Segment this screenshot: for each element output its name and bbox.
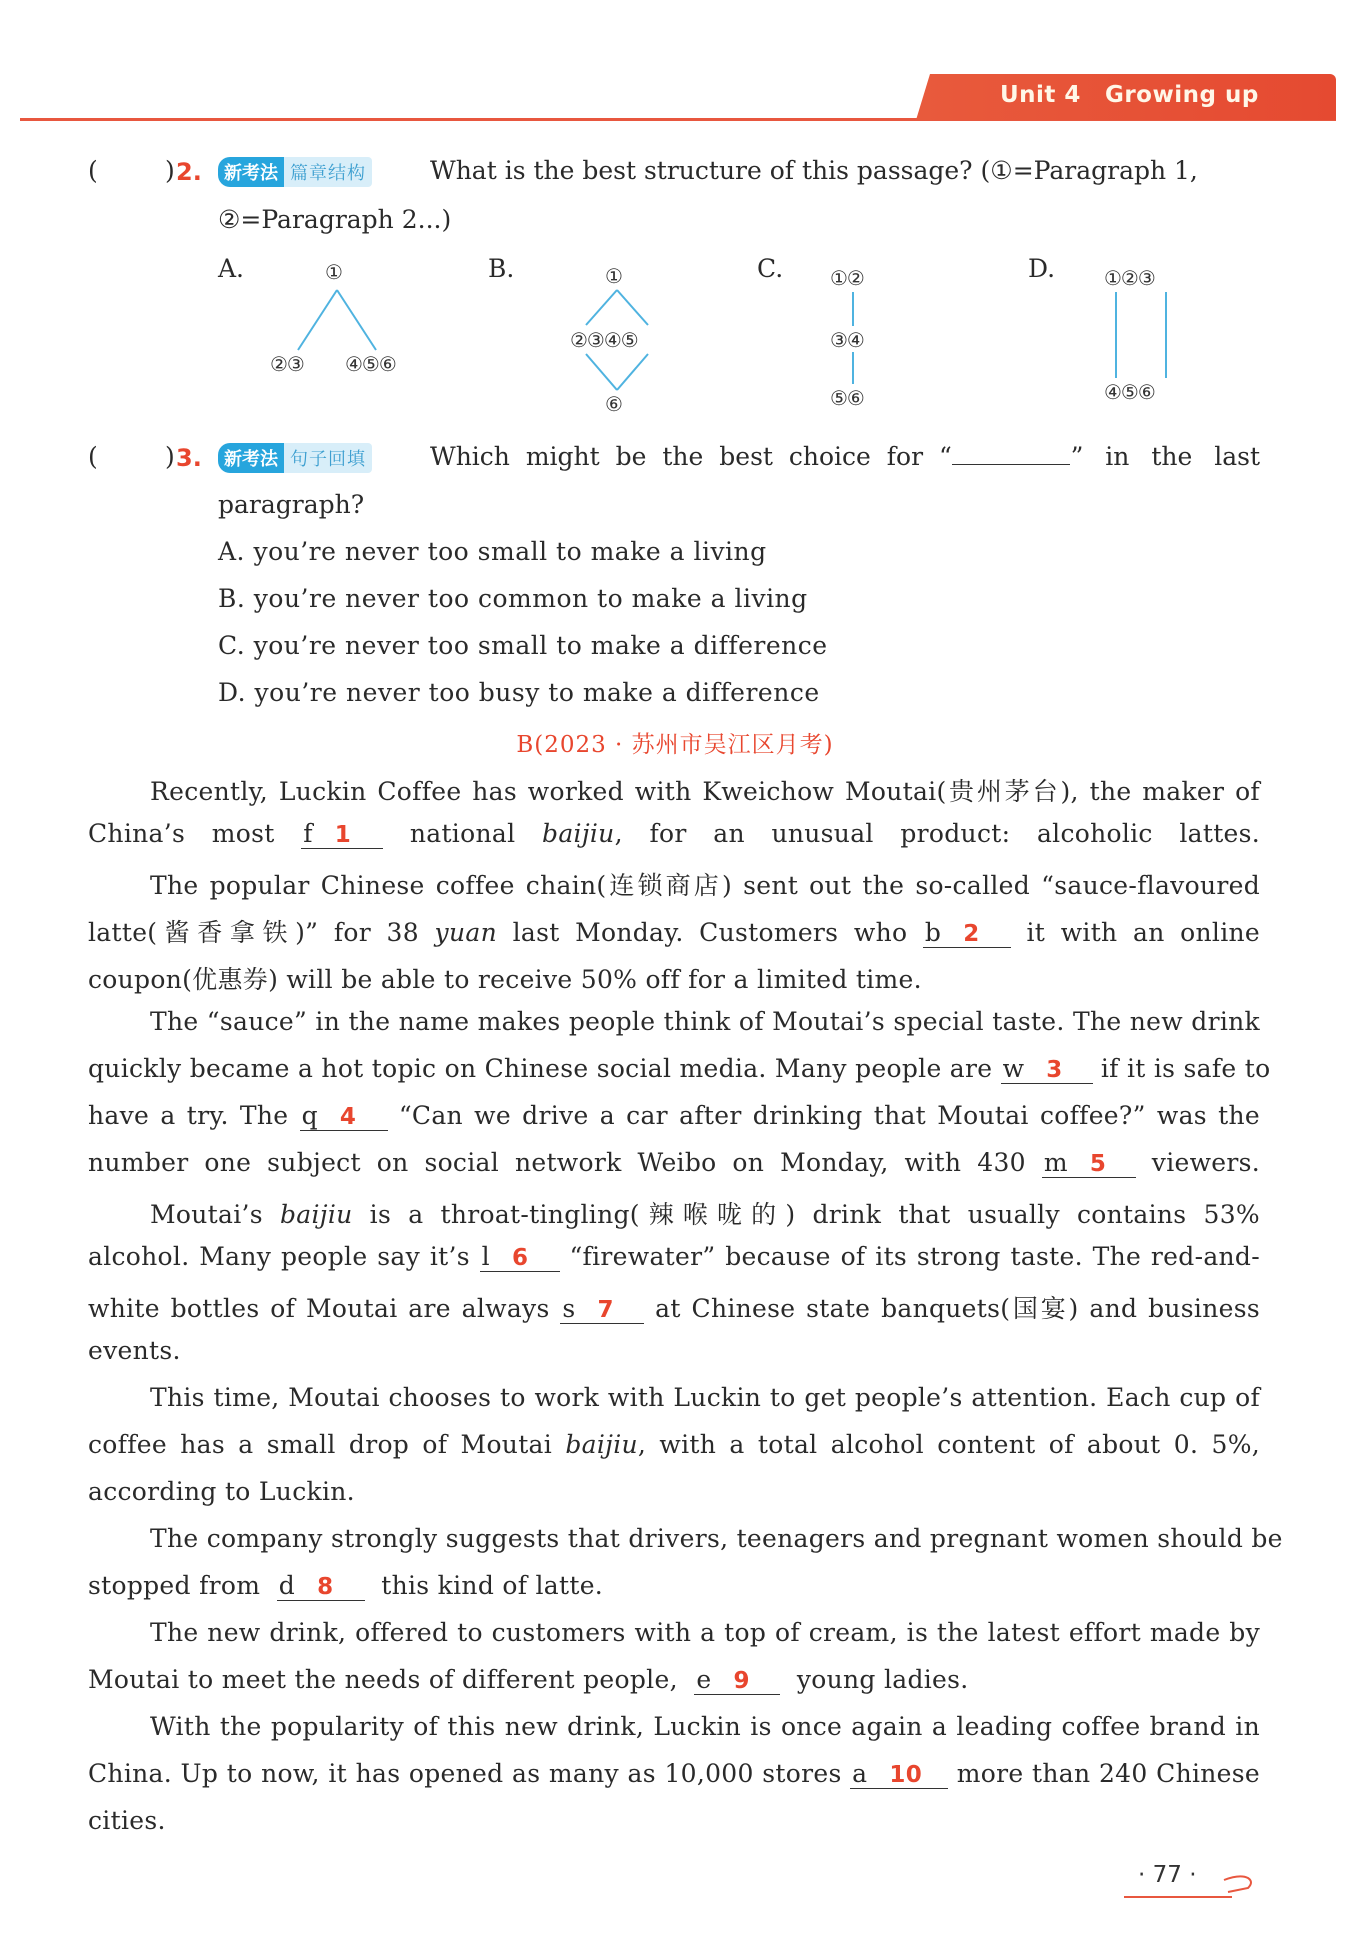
passage-line: latte(酱香拿铁)” for 38 yuan last Monday. Customers who b 2 it with an online <box>88 918 1261 947</box>
passage-line: The popular Chinese coffee chain(连锁商店) sent out the so-called “sauce-flavoured <box>150 871 1260 900</box>
option-d-letter: D. <box>1028 254 1056 283</box>
question-text: paragraph? <box>218 490 365 519</box>
blank-5[interactable]: m 5 <box>1042 1148 1136 1178</box>
diagram-c-node: ①② <box>830 266 864 290</box>
passage-line: The “sauce” in the name makes people think of Moutai’s special taste. The new drink <box>150 1007 1260 1036</box>
option-d: D. you’re never too busy to make a difference <box>218 678 820 707</box>
answer-blank <box>952 442 1070 465</box>
passage-line: China. Up to now, it has opened as many as 10,000 stores a 10 more than 240 Chinese <box>88 1759 1260 1788</box>
option-a: A. you’re never too small to make a living <box>218 537 767 566</box>
question-number: 2. <box>176 158 202 186</box>
blank-7[interactable]: s 7 <box>560 1294 644 1324</box>
option-c: C. you’re never too small to make a difference <box>218 631 828 660</box>
answer-paren-open: ( <box>88 442 98 471</box>
passage-line: coupon(优惠券) will be able to receive 50% off for a limited time. <box>88 965 922 994</box>
diagram-b-line <box>586 290 617 325</box>
passage-line: events. <box>88 1336 181 1365</box>
blank-10[interactable]: a 10 <box>850 1759 948 1789</box>
blank-6[interactable]: l 6 <box>480 1242 560 1272</box>
passage-line: white bottles of Moutai are always s 7 at Chinese state banquets(国宴) and business <box>88 1294 1260 1323</box>
blank-2[interactable]: b 2 <box>923 918 1011 948</box>
passage-line: alcohol. Many people say it’s l 6 “firewater” because of its strong taste. The red-and- <box>88 1242 1260 1271</box>
footer-rule <box>1124 1896 1232 1898</box>
diagram-a-line <box>337 290 376 350</box>
passage-line: have a try. The q 4 “Can we drive a car after drinking that Moutai coffee?” was the <box>88 1101 1260 1130</box>
question-number: 3. <box>176 444 202 472</box>
passage-line: according to Luckin. <box>88 1477 355 1506</box>
question-badge <box>218 443 372 473</box>
passage-line: This time, Moutai chooses to work with Luckin to get people’s attention. Each cup of <box>150 1383 1260 1412</box>
page-number: · 77 · <box>1138 1862 1197 1888</box>
answer-paren-open: ( <box>88 156 98 185</box>
section-title: B(2023 · 苏州市吴江区月考) <box>516 732 834 758</box>
badge-label: 新考法 <box>218 443 284 473</box>
blank-1[interactable]: f 1 <box>301 819 383 849</box>
option-c-letter: C. <box>757 254 784 283</box>
blank-9[interactable]: e 9 <box>694 1665 780 1695</box>
passage-line: quickly became a hot topic on Chinese social media. Many people are w 3 if it is safe to <box>88 1054 1271 1083</box>
blank-3[interactable]: w 3 <box>1001 1054 1093 1084</box>
option-b-letter: B. <box>488 254 515 283</box>
question-text <box>430 442 1260 471</box>
diagram-c-node: ⑤⑥ <box>830 386 864 410</box>
option-a-letter: A. <box>218 254 245 283</box>
option-b: B. you’re never too common to make a living <box>218 584 808 613</box>
question-text: ②=Paragraph 2...) <box>218 205 452 234</box>
diagram-a-node: ④⑤⑥ <box>345 352 396 376</box>
blank-4[interactable]: q 4 <box>300 1101 388 1131</box>
passage-line: Moutai to meet the needs of different people, e 9 young ladies. <box>88 1665 969 1694</box>
diagram-d-node: ④⑤⑥ <box>1104 380 1155 404</box>
diagram-a-line <box>298 290 337 350</box>
passage-line: With the popularity of this new drink, Luckin is once again a leading coffee brand in <box>150 1712 1260 1741</box>
blank-8[interactable]: d 8 <box>277 1571 365 1601</box>
answer-paren-close: ) <box>165 156 175 185</box>
unit-label: Unit 4 <box>1000 82 1081 108</box>
answer-paren-close: ) <box>165 442 175 471</box>
question-text-part: Which might be the best choice for “ <box>430 442 952 471</box>
diagram-a-node: ① <box>325 260 342 284</box>
passage-line: China’s most f 1 national baijiu, for an unusual product: alcoholic lattes. <box>88 819 1261 848</box>
diagram-b-node: ⑥ <box>605 392 622 416</box>
passage-line: Moutai’s baijiu is a throat-tingling(辣喉咙的) drink that usually contains 53% <box>150 1200 1260 1229</box>
passage-line: cities. <box>88 1806 166 1835</box>
passage-line: Recently, Luckin Coffee has worked with Kweichow Moutai(贵州茅台), the maker of <box>150 777 1260 806</box>
passage-line: The company strongly suggests that drivers, teenagers and pregnant women should be <box>150 1524 1283 1553</box>
unit-title: Growing up <box>1104 82 1259 108</box>
diagram-a-node: ②③ <box>270 352 304 376</box>
question-text: What is the best structure of this passage? (①=Paragraph 1, <box>430 156 1198 185</box>
diagram-b-node: ① <box>605 264 622 288</box>
passage-line: stopped from d 8 this kind of latte. <box>88 1571 604 1600</box>
structure-diagrams <box>0 0 1350 430</box>
diagram-b-line <box>586 354 617 390</box>
page-arrow-icon <box>1222 1866 1256 1898</box>
diagram-b-line <box>617 290 648 325</box>
diagram-b-line <box>617 354 648 390</box>
diagram-c-node: ③④ <box>830 328 864 352</box>
diagram-d-node: ①②③ <box>1104 266 1155 290</box>
passage-line: The new drink, offered to customers with a top of cream, is the latest effort made by <box>150 1618 1260 1647</box>
diagram-b-node: ②③④⑤ <box>570 328 638 352</box>
badge-type: 句子回填 <box>284 443 372 473</box>
badge-type: 篇章结构 <box>284 157 372 187</box>
question-text-part: ” in the last <box>1070 442 1260 471</box>
passage-line: number one subject on social network Weibo on Monday, with 430 m 5 viewers. <box>88 1148 1261 1177</box>
badge-label: 新考法 <box>218 157 284 187</box>
passage-line: coffee has a small drop of Moutai baijiu, with a total alcohol content of about 0. 5%, <box>88 1430 1260 1459</box>
